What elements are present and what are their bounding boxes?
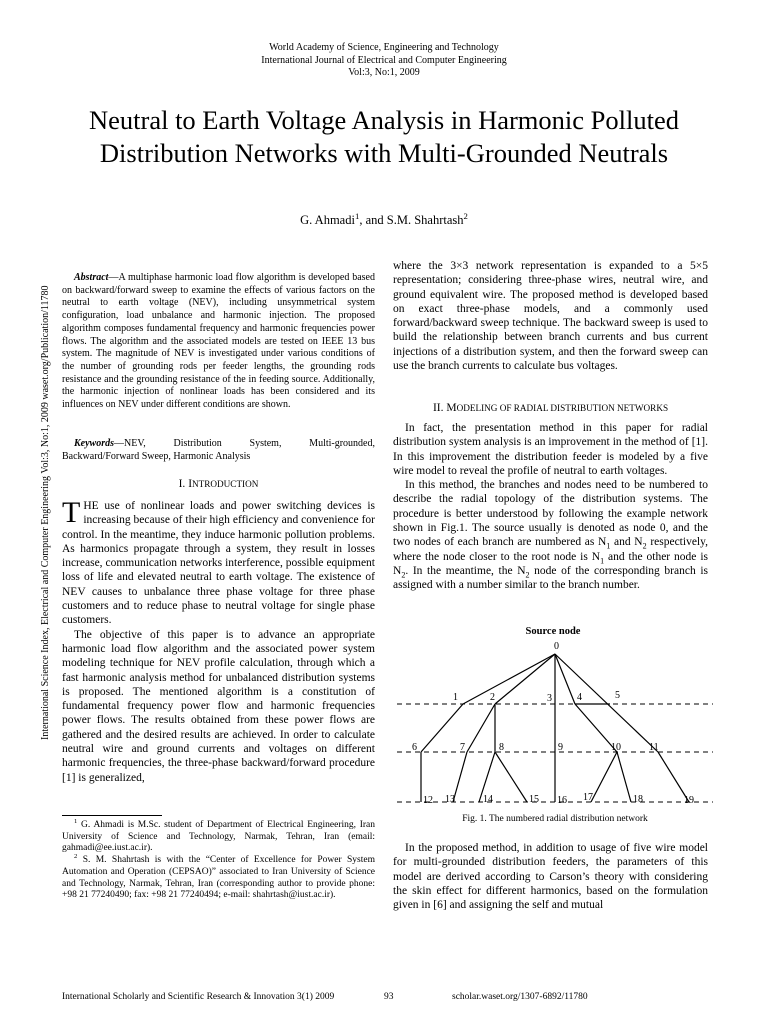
journal-header bbox=[0, 42, 768, 80]
node-19-label: 19 bbox=[684, 795, 694, 806]
node-16-label: 16 bbox=[557, 795, 567, 806]
node-11-label: 11 bbox=[649, 742, 659, 753]
footnote-rule bbox=[62, 815, 162, 816]
journal-line-3: Vol:3, No:1, 2009 bbox=[348, 67, 420, 78]
abstract-dash: — bbox=[108, 272, 119, 283]
p3-text-b: and N bbox=[610, 536, 643, 549]
right-column-bottom bbox=[393, 841, 708, 912]
author-2: S.M. Shahrtash bbox=[386, 213, 464, 227]
side-index-text: International Science Index, Electrical and Computer Engineering Vol:3, No:1, 2009 waset.org/Publication/11780 bbox=[40, 285, 51, 740]
section-2-rest: ODELING OF RADIAL DISTRIBUTION NETWORKS bbox=[456, 403, 669, 413]
footnote-1-mark: 1 bbox=[74, 817, 78, 825]
page-number: 93 bbox=[384, 992, 394, 1002]
section-heading-1 bbox=[62, 478, 375, 490]
section-2-number: II. bbox=[432, 402, 444, 414]
p3-sub-3: 1 bbox=[600, 555, 605, 565]
footer-left: International Scholarly and Scientific Research & Innovation 3(1) 2009 bbox=[62, 992, 335, 1002]
node-9-label: 9 bbox=[558, 742, 563, 753]
p3-text-e: . In the meantime, the N bbox=[405, 564, 526, 577]
node-14-label: 14 bbox=[483, 794, 493, 805]
node-2-label: 2 bbox=[490, 692, 495, 703]
node-labels bbox=[412, 641, 694, 806]
node-1-label: 1 bbox=[453, 692, 458, 703]
node-0-label: 0 bbox=[554, 641, 559, 652]
branch-10-18 bbox=[617, 752, 631, 802]
journal-line-2: International Journal of Electrical and Computer Engineering bbox=[261, 54, 507, 66]
section-1-rest: NTRODUCTION bbox=[192, 479, 259, 489]
figure-caption: Fig. 1. The numbered radial distribution network bbox=[462, 814, 648, 824]
p3-text-c: respectively, where the node closer to the root node is N bbox=[393, 536, 708, 563]
node-7-label: 7 bbox=[460, 742, 465, 753]
p3-text-a: In this method, the branches and nodes need to be numbered to describe the radial topology of the distribution systems. The procedure is better understood by following the example network shown in Fig.1. The source usually is denoted as node 0, and the two nodes of each branch are numbered as N bbox=[393, 479, 708, 549]
section-heading-2 bbox=[393, 402, 708, 414]
section-2-first: M bbox=[446, 402, 457, 414]
node-3-label: 3 bbox=[547, 693, 552, 704]
abstract bbox=[62, 272, 375, 412]
author-separator: , and bbox=[359, 213, 387, 227]
branch-10-17 bbox=[591, 752, 617, 802]
branch-7-13 bbox=[453, 752, 467, 802]
branch-0-1 bbox=[463, 654, 555, 704]
branch-0-11 bbox=[555, 654, 658, 752]
author-1-mark: 1 bbox=[354, 210, 360, 221]
node-8-label: 8 bbox=[499, 742, 504, 753]
keywords-text: NEV, Distribution System, Multi-grounded, Backward/Forward Sweep, Harmonic Analysis bbox=[62, 438, 375, 462]
footnote-1: G. Ahmadi is M.Sc. student of Department of Electrical Engineering, Iran University of Science and Technology, Narmak, Tehran, Iran (email: gahmadi@ee.iust.ac.ir). bbox=[62, 820, 375, 854]
journal-line-1: World Academy of Science, Engineering and Technology bbox=[269, 42, 499, 53]
right-paragraph-3 bbox=[393, 478, 708, 592]
node-18-label: 18 bbox=[633, 794, 643, 805]
keywords bbox=[62, 438, 375, 463]
author-line bbox=[0, 210, 768, 228]
footnotes bbox=[62, 817, 375, 902]
right-column-section-2 bbox=[393, 421, 708, 593]
node-4-label: 4 bbox=[577, 692, 582, 703]
node-10-label: 10 bbox=[611, 742, 621, 753]
node-5-label: 5 bbox=[615, 690, 620, 701]
node-15-label: 15 bbox=[529, 794, 539, 805]
introduction bbox=[62, 496, 375, 785]
node-13-label: 13 bbox=[445, 794, 455, 805]
p3-sub-5: 2 bbox=[525, 570, 530, 580]
branch-8-15 bbox=[495, 752, 527, 802]
right-paragraph-1: where the 3×3 network representation is expanded to a 5×5 representation; considering three-phase wires, neutral wire, and ground equivalent wire. The proposed method is developed based on exact three-phase models, and a commonly used forward/backward sweep technique. The backward sweep is used to build the relationship between branch currents and bus current injections of a distribution system, and then the forward sweep can use the branch currents to calculate bus voltages. bbox=[393, 260, 708, 373]
node-17-label: 17 bbox=[583, 792, 593, 803]
keywords-dash: — bbox=[114, 438, 124, 449]
right-column-top bbox=[393, 259, 708, 373]
p3-sub-2: 2 bbox=[642, 541, 647, 551]
section-1-number: I. bbox=[178, 478, 186, 490]
footnote-2: S. M. Shahrtash is with the “Center of Excellence for Power System Automation and Operation (CEPSAO)” associated to Iran University of Science and Technology, Narmak, Tehran, Iran (corresponding author to provide phone: +98 21 77240490; fax: +98 21 77240494; e-mail: shahrtash@iust.ac.ir). bbox=[62, 855, 375, 901]
source-node-label: Source node bbox=[525, 626, 581, 637]
p3-text-d: and the other node is N bbox=[393, 550, 708, 577]
abstract-label: Abstract bbox=[74, 272, 109, 283]
drop-cap: T bbox=[62, 496, 81, 529]
network-branches bbox=[421, 654, 689, 802]
footer-right: scholar.waset.org/1307-6892/11780 bbox=[452, 992, 588, 1002]
radial-network-figure bbox=[395, 622, 715, 810]
paper-title: Neutral to Earth Voltage Analysis in Harmonic Polluted Distribution Networks with Multi-Grounded Neutrals bbox=[88, 105, 680, 168]
p3-text-f: node of the corresponding branch is assigned with a number similar to the branch number. bbox=[393, 564, 709, 592]
branch-0-2 bbox=[495, 654, 555, 704]
branch-2-7 bbox=[467, 704, 495, 752]
intro-paragraph-2: The objective of this paper is to advance an appropriate harmonic load flow algorithm and the associated power system modeling technique for NEV profile calculation, through which a fast harmonic analysis method for unbalanced distribution systems is proposed. The mentioned algorithm is a constitution of fundamental frequency power flow and harmonic frequencies power flows. The results obtained from these power flows are gathered and the desired results are achieved. In order to calculate neutral wire and ground currents and voltages on different harmonic frequencies, the three-phase backward/forward procedure [1] is generalized, bbox=[62, 628, 375, 784]
author-2-mark: 2 bbox=[463, 210, 468, 221]
node-6-label: 6 bbox=[412, 742, 417, 753]
p3-sub-1: 1 bbox=[606, 541, 611, 551]
right-paragraph-4: In the proposed method, in addition to usage of five wire model for multi-grounded distribution feeders, the parameters of this model are derived according to Carson’s theory with considering the skin effect for different harmonics, based on the formulation given in [6] and assigning the self and mutual bbox=[393, 842, 708, 912]
keywords-label: Keywords bbox=[74, 438, 114, 449]
branch-0-4 bbox=[555, 654, 575, 704]
abstract-text: A multiphase harmonic load flow algorithm is developed based on backward/forward sweep to examine the effects of various factors on the neutral to earth voltage (NEV), including unsymmetrical system configuration, load unbalance and harmonic injection. The proposed algorithm composes fundamental frequency and harmonic frequencies power flows. The algorithm and the associated models are tested on IEEE 13 bus system. The magnitude of NEV is investigated under various conditions of the number of grounding rods per feeder lengths, the grounding rods resistance and the grounding resistance of the in feeding source. Additionally, the harmonic injection of nonlinear loads has been considered and its influences on NEV under different conditions are shown. bbox=[62, 272, 375, 411]
footnote-2-mark: 2 bbox=[74, 852, 78, 860]
section-1-first: I bbox=[188, 478, 193, 490]
author-1: G. Ahmadi bbox=[300, 213, 355, 227]
intro-paragraph-1: HE use of nonlinear loads and power switching devices is increasing because of their high efficiency and convenience for control. In the meantime, they induce harmonic pollution problems. As harmonics propagate through a system, they result in losses increase, communication networks interference, possible equipment loss of life and elevated neutral to earth voltage. The existence of NEV causes to unbalance three phase voltage for three phase customers and to reduce phase to neutral voltage for single phase customers. bbox=[62, 500, 375, 627]
p3-sub-4: 2 bbox=[401, 570, 406, 580]
branch-1-6 bbox=[421, 704, 463, 752]
node-12-label: 12 bbox=[423, 795, 433, 806]
right-paragraph-2: In fact, the presentation method in this paper for radial distribution system analysis is an improvement in the method of [1]. In this improvement the distribution feeder is modeled by a five wire model to reveal the profile of neutral to earth voltages. bbox=[393, 422, 708, 477]
